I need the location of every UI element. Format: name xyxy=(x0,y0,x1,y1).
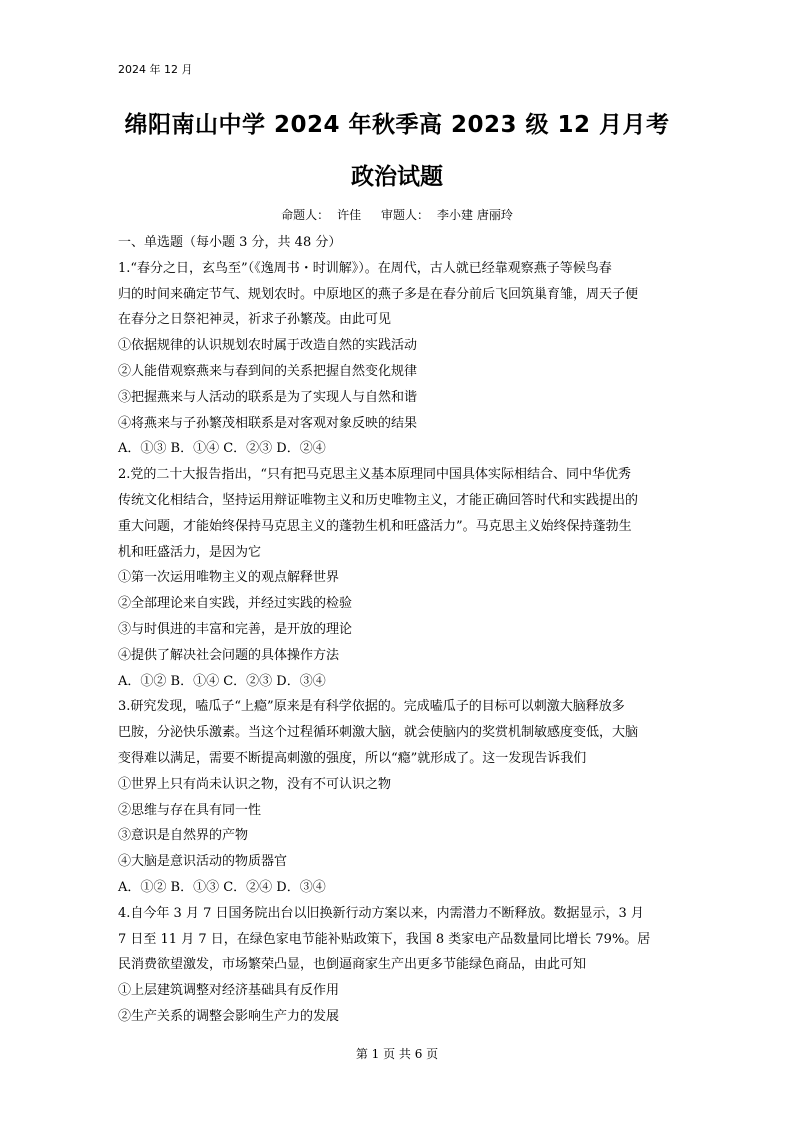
question-choices: A．①② B．①④ C．②③ D．③④ xyxy=(118,673,326,689)
question-stem-line: 民消费欲望激发，市场繁荣凸显，也倒逼商家生产出更多节能绿色商品，由此可知 xyxy=(118,957,587,973)
questions-body xyxy=(118,230,678,1030)
question-4 xyxy=(118,901,678,1030)
setter-label-text: 命题人： xyxy=(281,208,330,222)
question-choices: A．①③ B．①④ C．②③ D．②④ xyxy=(118,441,326,457)
question-stem-line: 2.党的二十大报告指出，“只有把马克思主义基本原理同中国具体实际相结合、同中华优秀 xyxy=(118,467,632,483)
authors-line xyxy=(0,206,794,223)
question-option: ②思维与存在具有同一性 xyxy=(118,802,262,818)
question-option: ①依据规律的认识规划农时属于改造自然的实践活动 xyxy=(118,338,418,354)
question-option: ②生产关系的调整会影响生产力的发展 xyxy=(118,1008,340,1024)
reviewer-label xyxy=(377,208,517,222)
question-3 xyxy=(118,694,678,900)
question-stem-line: 3.研究发现，嗑瓜子“上瘾”原来是有科学依据的。完成嗑瓜子的目标可以刺激大脑释放多 xyxy=(118,699,625,715)
question-stem-line: 1.“春分之日，玄鸟至”（《逸周书・时训解》）。在周代，古人就已经靠观察燕子等候鸟春 xyxy=(118,260,612,276)
exam-title: 绵阳南山中学 2024 年秋季高 2023 级 12 月月考 xyxy=(124,112,670,138)
exam-subtitle: 政治试题 xyxy=(351,164,443,190)
question-option: ③与时俱进的丰富和完善，是开放的理论 xyxy=(118,621,353,637)
question-stem-line: 在春分之日祭祀神灵，祈求子孙繁茂。由此可见 xyxy=(118,312,392,328)
question-option: ③把握燕来与人活动的联系是为了实现人与自然和谐 xyxy=(118,389,418,405)
question-stem-line: 变得难以满足，需要不断提高刺激的强度，所以“瘾”就形成了。这一发现告诉我们 xyxy=(118,750,587,766)
question-option: ④将燕来与子孙繁茂相联系是对客观对象反映的结果 xyxy=(118,415,418,431)
question-2 xyxy=(118,462,678,694)
header-date: 2024 年 12 月 xyxy=(118,63,193,76)
question-option: ①第一次运用唯物主义的观点解释世界 xyxy=(118,570,340,586)
question-stem-line: 传统文化相结合，坚持运用辩证唯物主义和历史唯物主义，才能正确回答时代和实践提出的 xyxy=(118,492,639,508)
question-option: ④大脑是意识活动的物质器官 xyxy=(118,854,288,870)
question-choices: A．①② B．①③ C．②④ D．③④ xyxy=(118,879,326,895)
question-stem-line: 归的时间来确定节气、规划农时。中原地区的燕子多是在春分前后飞回筑巢育雏，周天子便 xyxy=(118,286,639,302)
reviewer-names: 李小建 唐丽玲 xyxy=(437,208,513,222)
section-heading: 一、单选题（每小题 3 分，共 48 分） xyxy=(118,235,342,250)
question-option: ①世界上只有尚未认识之物，没有不可认识之物 xyxy=(118,776,392,792)
setter-name: 许佳 xyxy=(337,208,362,222)
question-1 xyxy=(118,256,678,462)
reviewer-label-text: 审题人： xyxy=(381,208,430,222)
question-option: ③意识是自然界的产物 xyxy=(118,828,249,844)
page-footer: 第 1 页 共 6 页 xyxy=(355,1047,439,1061)
question-stem-line: 机和旺盛活力，是因为它 xyxy=(118,544,262,560)
question-option: ②全部理论来自实践，并经过实践的检验 xyxy=(118,596,353,612)
question-stem-line: 4.自今年 3 月 7 日国务院出台以旧换新行动方案以来，内需潜力不断释放。数据显示，3 月 xyxy=(118,905,644,921)
question-stem-line: 巴胺，分泌快乐激素。当这个过程循环刺激大脑，就会使脑内的奖赏机制敏感度变低，大脑 xyxy=(118,725,639,741)
question-stem-line: 7 日至 11 月 7 日，在绿色家电节能补贴政策下，我国 8 类家电产品数量同比增长 79%。居 xyxy=(118,931,651,947)
setter-label xyxy=(277,208,365,222)
question-option: ④提供了解决社会问题的具体操作方法 xyxy=(118,647,340,663)
question-option: ②人能借观察燕来与春到间的关系把握自然变化规律 xyxy=(118,363,418,379)
question-option: ①上层建筑调整对经济基础具有反作用 xyxy=(118,983,340,999)
question-stem-line: 重大问题，才能始终保持马克思主义的蓬勃生机和旺盛活力”。马克思主义始终保持蓬勃生 xyxy=(118,518,632,534)
